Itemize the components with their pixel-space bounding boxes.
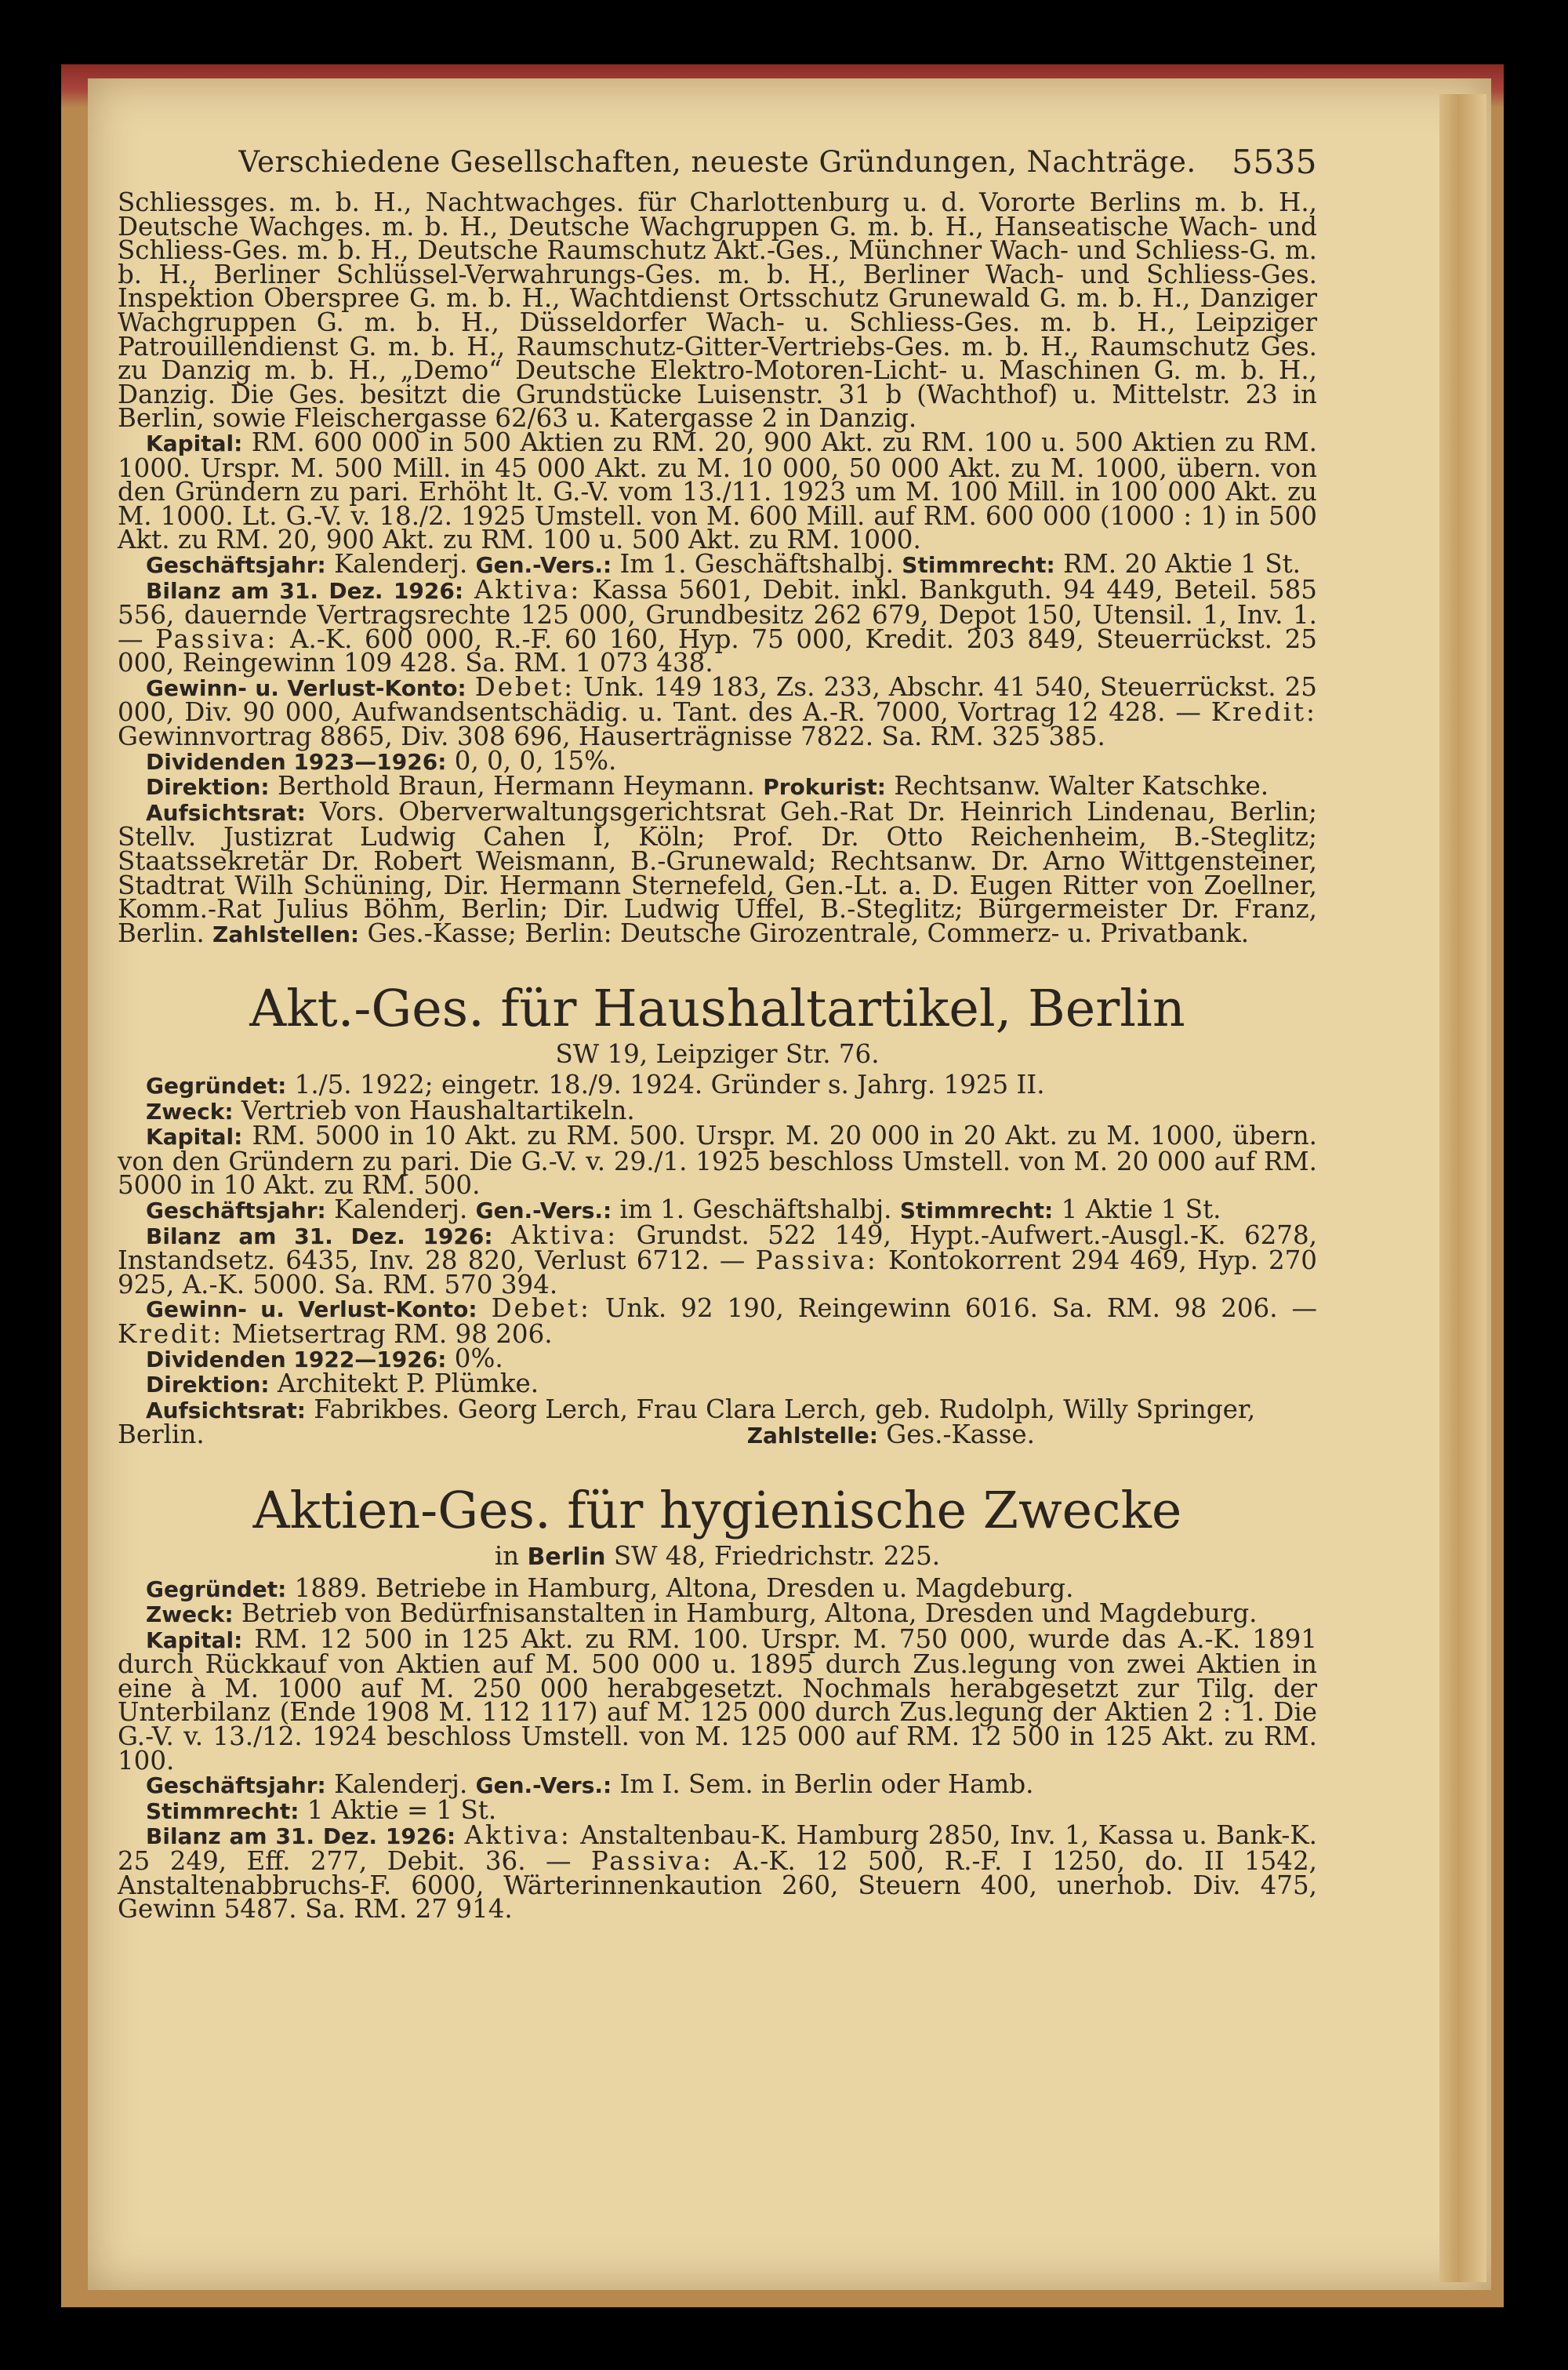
- genvers-text: im 1. Geschäftshalbj.: [619, 1194, 892, 1224]
- stimmrecht-label: Stimmrecht:: [899, 1197, 1054, 1223]
- aktiva-label: Aktiva:: [464, 1820, 572, 1851]
- aufsichtsrat-entry: [118, 1394, 1317, 1424]
- gegruendet-text: 1889. Betriebe in Hamburg, Altona, Dresden u. Magdeburg.: [294, 1572, 1074, 1603]
- zahlstellen-label: Zahlstellen:: [212, 921, 360, 947]
- zweck-label: Zweck:: [146, 1098, 234, 1125]
- kredit-label: Kredit:: [1210, 697, 1317, 728]
- debet-label: Debet:: [474, 671, 575, 702]
- guv-entry: [118, 1293, 1318, 1349]
- running-header: [118, 145, 1317, 180]
- aufsichtsrat-label: Aufsichtsrat:: [146, 1397, 306, 1423]
- bilanz-entry: [118, 1220, 1317, 1300]
- company-address-haushaltartikel: SW 19, Leipziger Str. 76.: [555, 1039, 880, 1070]
- aktiva-label: Aktiva:: [474, 574, 582, 605]
- page-gutter: [1439, 94, 1486, 2282]
- debet-label: Debet:: [491, 1293, 591, 1324]
- dividenden-label: Dividenden 1923—1926:: [146, 748, 447, 775]
- kapital-label: Kapital:: [146, 430, 243, 456]
- aufsichtsrat-text: Fabrikbes. Georg Lerch, Frau Clara Lerch, geb. Rudolph, Willy Springer,: [314, 1394, 1256, 1424]
- zweck-label: Zweck:: [146, 1601, 234, 1628]
- debet-text: Unk. 92 190, Reingewinn 6016. Sa. RM. 98 206. —: [604, 1293, 1318, 1324]
- aktiva-text: Anstaltenbau-K. Hamburg 2850, Inv. 1, Kassa u. Bank-K. 25 249, Eff. 277, Debit. 36. —: [118, 1820, 1318, 1877]
- zweck-text: Vertrieb von Haushaltartikeln.: [241, 1095, 635, 1125]
- aktiva-label: Aktiva:: [510, 1220, 619, 1250]
- passiva-text: A.-K. 12 500, R.-F. I 1250, do. II 1542, Anstaltenabbruchs-F. 6000, Wärterinnenkaution 260, Steuern 400, unerhob. Div. 475, Gewinn 5487. Sa. RM. 27 914.: [118, 1846, 1317, 1925]
- direktion-label: Direktion:: [146, 774, 270, 801]
- kapital-text: RM. 5000 in 10 Akt. zu RM. 500. Urspr. M. 20 000 in 20 Akt. zu M. 1000, übern. von den Gründern zu pari. Die G.-V. v. 29./1. 1925 beschloss Umstell. von M. 20 000 auf RM. 5000 in 10 Akt. zu RM. 500.: [118, 1121, 1317, 1201]
- bilanz-entry: [118, 1820, 1318, 1925]
- aktiva-text: Grundst. 522 149, Hypt.-Aufwert.-Ausgl.-K. 6278, Instandsetz. 6435, Inv. 28 820, Verlust 6712. —: [118, 1220, 1317, 1276]
- kapital-text: RM. 12 500 in 125 Akt. zu RM. 100. Urspr. M. 750 000, wurde das A.-K. 1891 durch Rückkauf von Aktien auf M. 500 000 u. 1895 durch Zus.legung von zwei Aktien in eine à M. 1000 auf M. 250 000 herabgesetzt. Nochmals herabgesetzt zur Tilg. der Unterbilanz (Ende 1908 M. 112 117) auf M. 125 000 durch Zus.legung der Aktien 2 : 1. Die G.-V. v. 13./12. 1924 beschloss Umstell. von M. 125 000 auf RM. 12 500 in 125 Akt. zu RM. 100.: [118, 1623, 1317, 1776]
- passiva-label: Passiva:: [755, 1245, 878, 1276]
- kapital-label: Kapital:: [146, 1627, 243, 1653]
- genvers-text: Im I. Sem. in Berlin oder Hamb.: [619, 1769, 1034, 1800]
- zahlstelle-text: Ges.-Kasse.: [886, 1419, 1035, 1450]
- passiva-text: Kontokorrent 294 469, Hyp. 270 925, A.-K. 5000. Sa. RM. 570 394.: [118, 1245, 1317, 1300]
- company-title-hygiene: Aktien-Ges. für hygienische Zwecke: [252, 1481, 1182, 1540]
- genvers-label: Gen.-Vers.:: [475, 1772, 612, 1799]
- guv-label: Gewinn- u. Verlust-Konto:: [146, 674, 466, 701]
- company-title-haushaltartikel: Akt.-Ges. für Haushaltartikel, Berlin: [249, 980, 1185, 1039]
- address-city: Berlin: [527, 1543, 606, 1571]
- genvers-label: Gen.-Vers.:: [475, 1197, 612, 1223]
- aufsichtsrat-entry: [118, 796, 1317, 948]
- kapital-text: RM. 600 000 in 500 Aktien zu RM. 20, 900 Akt. zu RM. 100 u. 500 Aktien zu RM. 1000. Urspr. M. 500 Mill. in 45 000 Akt. zu M. 10 000, 50 000 Akt. zu M. 1000, übern. von den Gründern zu pari. Erhöht lt. G.-V. vom 13./11. 1923 um M. 100 Mill. in 100 000 Akt. zu M. 1000. Lt. G.-V. v. 18./2. 1925 Umstell. von M. 600 Mill. auf RM. 600 000 (1000 : 1) in 500 Akt. zu RM. 20, 900 Akt. zu RM. 100 u. 500 Akt. zu RM. 1000.: [118, 427, 1317, 555]
- page-number: 5535: [1232, 143, 1317, 181]
- stimmrecht-label: Stimmrecht:: [146, 1797, 299, 1824]
- genvers-label: Gen.-Vers.:: [475, 551, 612, 578]
- guv-entry: [118, 671, 1317, 752]
- geschaeftsjahr-label: Geschäftsjahr:: [146, 1197, 326, 1223]
- guv-label: Gewinn- u. Verlust-Konto:: [146, 1296, 477, 1323]
- stimmrecht-text: 1 Aktie 1 St.: [1061, 1194, 1221, 1224]
- stimmrecht-label: Stimmrecht:: [902, 551, 1055, 578]
- kapital-entry: [118, 1121, 1317, 1201]
- geschaeftsjahr-label: Geschäftsjahr:: [146, 551, 326, 578]
- bilanz-label: Bilanz am 31. Dez. 1926:: [146, 577, 464, 604]
- stimmrecht-text: 1 Aktie = 1 St.: [307, 1794, 497, 1825]
- kapital-entry: [118, 427, 1317, 555]
- kredit-text: Mietsertrag RM. 98 206.: [231, 1318, 553, 1349]
- passiva-text: A.-K. 600 000, R.-F. 60 160, Hyp. 75 000, Kredit. 203 849, Steuerrückst. 25 000, Reingewinn 109 428. Sa. RM. 1 073 438.: [118, 623, 1317, 678]
- kapital-entry: [118, 1623, 1317, 1776]
- aktiva-text: Kassa 5601, Debit. inkl. Bankguth. 94 449, Beteil. 585 556, dauernde Vertragsrechte 125 000, Grundbesitz 262 679, Depot 150, Utensil. 1, Inv. 1. —: [118, 574, 1317, 654]
- gegruendet-label: Gegründet:: [146, 1073, 287, 1099]
- dividenden-text: 0, 0, 0, 15%.: [454, 745, 617, 776]
- direktion-text: Berthold Braun, Hermann Heymann.: [277, 771, 755, 802]
- aufsichtsrat-text: Vors. Oberverwaltungsgerichtsrat Geh.-Rat Dr. Heinrich Lindenau, Berlin; Stellv. Justizrat Ludwig Cahen I, Köln; Prof. Dr. Otto Reichenheim, B.-Steglitz; Staatssekretär Dr. Robert Weismann, B.-Grunewald; Rechtsanw. Dr. Arno Wittgensteiner, Stadtrat Wilh Schüning, Dir. Hermann Sternefeld, Gen.-Lt. a. D. Eugen Ritter von Zoellner, Komm.-Rat Julius Böhm, Berlin; Dir. Ludwig Uffel, B.-Steglitz; Bürgermeister Dr. Franz, Berlin.: [118, 796, 1317, 948]
- kapital-label: Kapital:: [146, 1124, 243, 1150]
- direktion-text: Architekt P. Plümke.: [277, 1369, 539, 1399]
- aufsichtsrat-continued: [118, 1419, 1317, 1450]
- bilanz-entry: [118, 574, 1317, 678]
- gegruendet-label: Gegründet:: [146, 1576, 287, 1602]
- zahlstellen-text: Ges.-Kasse; Berlin: Deutsche Girozentrale, Commerz- u. Privatbank.: [367, 918, 1250, 948]
- passiva-label: Passiva:: [590, 1846, 714, 1877]
- geschaeftsjahr-text: Kalenderj.: [334, 1769, 468, 1800]
- company-address-hygiene: [118, 1540, 1317, 1571]
- dividenden-label: Dividenden 1922—1926:: [146, 1346, 447, 1372]
- aufsichtsrat-label: Aufsichtsrat:: [146, 799, 306, 826]
- address-street: SW 48, Friedrichstr. 225.: [613, 1540, 941, 1571]
- geschaeftsjahr-text: Kalenderj.: [334, 548, 468, 579]
- geschaeftsjahr-entry: [118, 1769, 1317, 1800]
- bilanz-label: Bilanz am 31. Dez. 1926:: [146, 1823, 456, 1850]
- gegruendet-text: 1./5. 1922; eingetr. 18./9. 1924. Gründer s. Jahrg. 1925 II.: [294, 1070, 1045, 1100]
- aufsichtsrat-city: Berlin.: [118, 1419, 205, 1450]
- zweck-text: Betrieb von Bedürfnisanstalten in Hamburg, Altona, Dresden und Magdeburg.: [241, 1598, 1258, 1629]
- page-content: [118, 143, 1318, 1925]
- direktion-label: Direktion:: [146, 1372, 270, 1398]
- kredit-text: Gewinnvortrag 8865, Div. 308 696, Hauserträgnisse 7822. Sa. RM. 325 385.: [118, 722, 1105, 752]
- passiva-label: Passiva:: [155, 623, 278, 654]
- geschaeftsjahr-text: Kalenderj.: [334, 1194, 468, 1224]
- bilanz-label: Bilanz am 31. Dez. 1926:: [146, 1223, 493, 1249]
- debet-text: Unk. 149 183, Zs. 233, Abschr. 41 540, Steuerrückst. 25 000, Div. 90 000, Aufwandsentschädig. u. Tant. des A.-R. 7000, Vortrag 12 428. —: [118, 671, 1317, 728]
- dividenden-text: 0%.: [454, 1343, 503, 1373]
- prokurist-text: Rechtsanw. Walter Katschke.: [894, 771, 1269, 802]
- continued-intro: Schliessges. m. b. H., Nachtwachges. für Charlottenburg u. d. Vororte Berlins m. b. H., Deutsche Wachges. m. b. H., Deutsche Wachgruppen G. m. b. H., Hanseatische Wach- und Schliess-Ges. m. b. H., Deutsche Raumschutz Akt.-Ges., Münchner Wach- und Schliess-G. m. b. H., Berliner Schlüssel-Verwahrungs-Ges. m. b. H., Berliner Wach- und Schliess-Ges. Inspektion Oberspree G. m. b. H., Wachtdienst Ortsschutz Grunewald G. m. b. H., Danziger Wachgruppen G. m. b. H., Düsseldorfer Wach- u. Schliess-Ges. m. b. H., Leipziger Patrouillendienst G. m. b. H., Raumschutz-Gitter-Vertriebs-Ges. m. b. H., Raumschutz Ges. zu Danzig m. b. H., „Demo“ Deutsche Elektro-Motoren-Licht- u. Maschinen G. m. b. H., Danzig. Die Ges. besitzt die Grundstücke Luisenstr. 31 b (Wachthof) u. Mittelstr. 23 in Berlin, sowie Fleischergasse 62/63 u. Katergasse 2 in Danzig.: [118, 187, 1317, 434]
- zahlstelle-label: Zahlstelle:: [746, 1423, 878, 1449]
- header-title: Verschiedene Gesellschaften, neueste Gründungen, Nachträge.: [238, 145, 1196, 179]
- genvers-text: Im 1. Geschäftshalbj.: [619, 548, 894, 579]
- geschaeftsjahr-label: Geschäftsjahr:: [146, 1772, 326, 1799]
- prokurist-label: Prokurist:: [763, 774, 886, 801]
- kredit-label: Kredit:: [118, 1318, 224, 1349]
- stimmrecht-text: RM. 20 Aktie 1 St.: [1063, 548, 1301, 579]
- address-prefix: in: [494, 1540, 520, 1571]
